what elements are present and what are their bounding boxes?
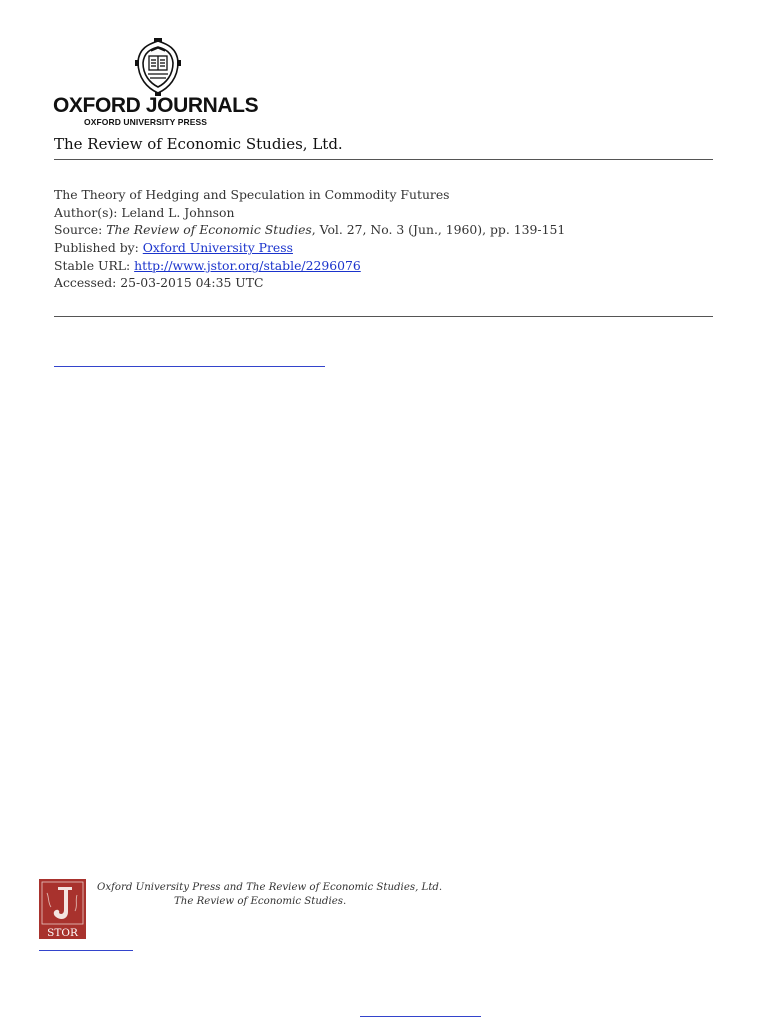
accessed-label: Accessed:: [54, 275, 121, 290]
author-name: Leland L. Johnson: [121, 205, 235, 220]
publisher-link[interactable]: Oxford University Press: [142, 240, 293, 255]
link-underline[interactable]: [54, 366, 325, 367]
article-title: The Theory of Hedging and Speculation in Commodity Futures: [54, 187, 450, 202]
journal-title: The Review of Economic Studies, Ltd.: [54, 135, 343, 153]
author-label: Author(s):: [54, 205, 122, 220]
jstor-logo-icon[interactable]: [39, 879, 86, 939]
publisher-name: OXFORD JOURNALS: [53, 94, 259, 117]
divider-top: [54, 159, 713, 160]
stable-url-line: [54, 257, 361, 274]
footer-line-1: Oxford University Press and The Review of Economic Studies, Ltd.: [97, 882, 443, 893]
divider-bottom: [54, 316, 713, 317]
accessed-line: [54, 274, 263, 291]
published-line: [54, 239, 293, 256]
source-detail: , Vol. 27, No. 3 (Jun., 1960), pp. 139-151: [311, 222, 566, 237]
oxford-seal-icon: [133, 38, 183, 96]
stable-url-link[interactable]: http://www.jstor.org/stable/2296076: [134, 258, 361, 273]
source-line: [54, 221, 565, 238]
published-label: Published by:: [54, 240, 143, 255]
stable-url-label: Stable URL:: [54, 258, 135, 273]
footer-link-underline[interactable]: [39, 950, 133, 951]
footer-link-underline-bottom[interactable]: [360, 1016, 481, 1017]
accessed-date: 25-03-2015 04:35 UTC: [120, 275, 264, 290]
author-line: [54, 204, 234, 221]
source-label: Source:: [54, 222, 107, 237]
source-journal: The Review of Economic Studies: [106, 222, 312, 237]
footer-line-2: The Review of Economic Studies.: [174, 896, 347, 907]
publisher-subtitle: OXFORD UNIVERSITY PRESS: [84, 117, 208, 127]
jstor-logo-text: STOR: [47, 927, 78, 939]
